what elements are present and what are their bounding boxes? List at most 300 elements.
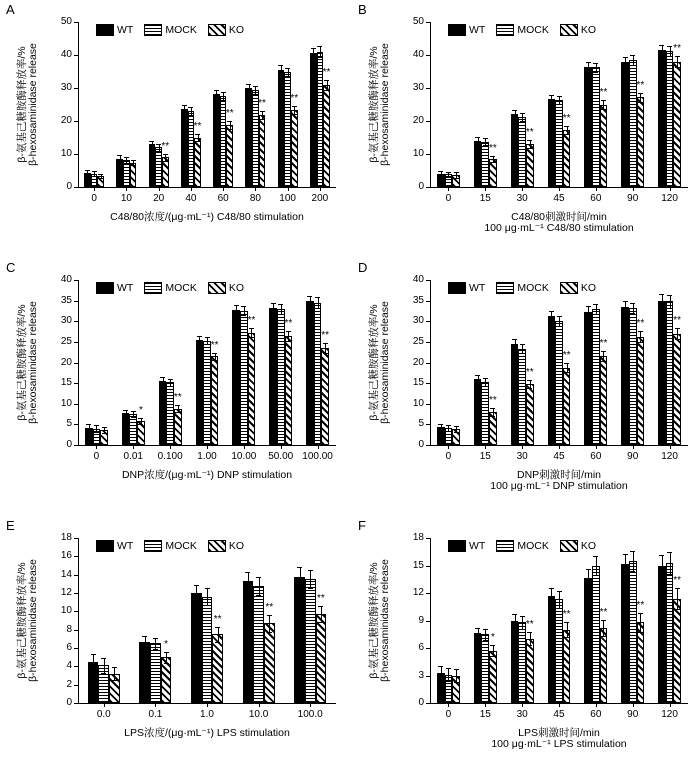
error-bar <box>230 121 231 129</box>
significance-marker: ** <box>599 606 608 618</box>
legend-label-ko: KO <box>228 540 244 552</box>
error-bar-cap <box>163 161 168 162</box>
bar-wt <box>621 564 629 703</box>
bar-wt <box>548 316 556 445</box>
error-bar <box>478 628 479 639</box>
bar-wt <box>278 70 285 187</box>
x-tick-label: 0.1 <box>148 709 163 720</box>
error-bar <box>198 134 199 141</box>
legend-item-mock <box>496 540 549 552</box>
error-bar-cap <box>557 96 562 97</box>
error-bar-cap <box>593 304 598 305</box>
bar-mock <box>666 51 674 187</box>
panel-letter: F <box>358 518 366 533</box>
significance-marker: ** <box>488 395 497 407</box>
y-tick-mark <box>426 55 430 56</box>
significance-marker: ** <box>673 314 682 326</box>
error-bar <box>640 613 641 631</box>
error-bar <box>559 96 560 104</box>
error-bar-cap <box>549 311 554 312</box>
x-tick-label: 45 <box>553 709 565 720</box>
legend-item-ko <box>560 24 596 36</box>
error-bar-cap <box>675 588 680 589</box>
bar-mock <box>314 303 322 445</box>
error-bar-cap <box>527 380 532 381</box>
error-bar-cap <box>454 432 459 433</box>
bar-wt <box>294 577 305 704</box>
y-tick-mark <box>74 593 78 594</box>
legend-item-wt <box>448 540 485 552</box>
error-bar-cap <box>454 178 459 179</box>
legend <box>448 282 603 294</box>
legend <box>448 540 603 552</box>
significance-marker: * <box>490 632 495 644</box>
error-bar-cap <box>86 431 91 432</box>
bar-ko <box>194 138 201 188</box>
error-bar <box>493 408 494 415</box>
error-bar <box>633 55 634 65</box>
error-bar <box>244 306 245 315</box>
bar-mock <box>518 622 526 703</box>
y-axis-label-en: β-hexosaminidase release <box>27 43 39 166</box>
error-bar-cap <box>253 86 258 87</box>
error-bar-cap <box>308 570 313 571</box>
error-bar-cap <box>194 601 199 602</box>
error-bar <box>262 111 263 119</box>
error-bar-cap <box>85 170 90 171</box>
x-tick-label: 0 <box>445 193 452 204</box>
x-tick-label: 45 <box>553 193 565 204</box>
error-bar-cap <box>483 378 488 379</box>
error-bar-cap <box>212 360 217 361</box>
x-axis-title-line2: 100 μg·mL⁻¹ DNP stimulation <box>490 480 628 492</box>
legend-item-wt <box>448 24 485 36</box>
x-tick-mark <box>207 445 208 449</box>
error-bar <box>166 652 167 663</box>
y-axis-label-en: β-hexosaminidase release <box>27 559 39 682</box>
error-bar-cap <box>512 614 517 615</box>
x-tick-label: 0 <box>445 709 452 720</box>
error-bar-cap <box>601 100 606 101</box>
x-tick-label: 30 <box>516 451 528 462</box>
y-tick-label: 15 <box>60 377 72 389</box>
error-bar-cap <box>438 431 443 432</box>
significance-marker: ** <box>210 339 219 351</box>
error-bar-cap <box>659 294 664 295</box>
error-bar-cap <box>188 115 193 116</box>
error-bar-cap <box>675 609 680 610</box>
error-bar-cap <box>195 134 200 135</box>
significance-marker: ** <box>673 575 682 587</box>
error-bar-cap <box>601 109 606 110</box>
y-tick-mark <box>426 648 430 649</box>
error-bar-cap <box>490 645 495 646</box>
error-bar-cap <box>520 353 525 354</box>
y-tick-label: 40 <box>60 274 72 285</box>
x-tick-label: 60 <box>590 193 602 204</box>
y-axis-label-en: β-hexosaminidase release <box>379 559 391 682</box>
error-bar <box>216 90 217 99</box>
error-bar <box>259 577 260 595</box>
y-tick-mark <box>74 611 78 612</box>
bar-wt <box>306 301 314 445</box>
y-tick-mark <box>74 383 78 384</box>
x-tick-mark <box>448 187 449 191</box>
error-bar-cap <box>315 297 320 298</box>
y-tick-mark <box>426 404 430 405</box>
y-tick-mark <box>426 321 430 322</box>
x-tick-label: 15 <box>479 709 491 720</box>
y-tick-label: 0 <box>66 439 72 450</box>
error-bar-cap <box>564 134 569 135</box>
bar-ko <box>323 85 330 187</box>
error-bar <box>441 666 442 679</box>
x-tick-label: 1.0 <box>200 709 214 720</box>
legend <box>96 282 251 294</box>
error-bar <box>320 46 321 57</box>
bar-ko <box>162 157 169 187</box>
legend-label-wt: WT <box>469 540 486 552</box>
y-tick-label: 0 <box>418 181 424 192</box>
y-tick-label: 8 <box>66 623 72 635</box>
bar-ko <box>673 599 681 704</box>
legend-item-wt <box>96 540 133 552</box>
error-bar-cap <box>623 312 628 313</box>
error-bar-cap <box>214 98 219 99</box>
y-tick-label: 30 <box>60 315 72 327</box>
error-bar-cap <box>221 92 226 93</box>
bar-ko <box>563 130 571 187</box>
y-tick-label: 0 <box>66 181 72 192</box>
error-bar-cap <box>638 342 643 343</box>
y-tick-label: 9 <box>418 614 424 626</box>
x-tick-mark <box>559 445 560 449</box>
error-bar-cap <box>324 80 329 81</box>
error-bar-cap <box>483 138 488 139</box>
bar-mock <box>203 341 211 445</box>
legend-swatch-ko <box>560 540 578 552</box>
error-bar-cap <box>623 301 628 302</box>
bar-ko <box>600 356 608 445</box>
bar-wt <box>122 413 130 445</box>
error-bar-cap <box>168 386 173 387</box>
x-tick-label: 120 <box>661 709 678 720</box>
y-tick-mark <box>426 445 430 446</box>
x-tick-label: 120 <box>661 451 678 462</box>
y-axis-label-cn: β-氨基己糖胺酶释放率/% <box>368 304 380 421</box>
error-bar-cap <box>142 636 147 637</box>
x-tick-label: 200 <box>311 193 329 204</box>
error-bar <box>236 305 237 314</box>
x-tick-label: 15 <box>479 451 491 462</box>
error-bar-cap <box>490 408 495 409</box>
y-tick-mark <box>426 88 430 89</box>
y-axis-label-en: β-hexosaminidase release <box>379 301 391 424</box>
x-tick-label: 60 <box>217 193 229 204</box>
error-bar-cap <box>659 555 664 556</box>
error-bar-cap <box>163 154 168 155</box>
error-bar-cap <box>292 106 297 107</box>
error-bar-cap <box>557 326 562 327</box>
error-bar <box>485 378 486 385</box>
legend-label-ko: KO <box>228 282 244 294</box>
error-bar-cap <box>446 668 451 669</box>
legend-item-ko <box>560 282 596 294</box>
error-bar-cap <box>278 314 283 315</box>
bar-wt <box>584 578 592 703</box>
x-tick-mark <box>223 187 224 191</box>
x-tick-mark <box>259 703 260 707</box>
error-bar-cap <box>249 328 254 329</box>
legend-label-mock: MOCK <box>517 282 549 294</box>
significance-marker: ** <box>322 66 331 78</box>
error-bar-cap <box>659 45 664 46</box>
error-bar <box>640 331 641 342</box>
significance-marker: ** <box>290 93 299 105</box>
error-bar-cap <box>549 588 554 589</box>
y-tick-label: 2 <box>66 678 72 690</box>
bar-ko <box>526 639 534 703</box>
error-bar-cap <box>601 636 606 637</box>
bar-ko <box>212 634 223 703</box>
error-bar-cap <box>101 673 106 674</box>
legend-swatch-wt <box>448 282 466 294</box>
y-tick-label: 5 <box>66 418 72 430</box>
error-bar <box>288 331 289 341</box>
x-tick-label: 10 <box>120 193 132 204</box>
x-tick-mark <box>633 187 634 191</box>
bar-ko <box>161 657 172 703</box>
y-tick-label: 25 <box>412 335 424 347</box>
legend-label-ko: KO <box>580 24 596 36</box>
error-bar <box>670 552 671 574</box>
error-bar-cap <box>593 63 598 64</box>
error-bar <box>640 93 641 102</box>
y-tick-mark <box>426 154 430 155</box>
error-bar-cap <box>601 361 606 362</box>
panel-a <box>0 0 350 255</box>
error-bar-cap <box>195 141 200 142</box>
error-bar-cap <box>512 339 517 340</box>
error-bar-cap <box>630 313 635 314</box>
error-bar <box>670 295 671 307</box>
error-bar-cap <box>520 344 525 345</box>
x-tick-mark <box>448 445 449 449</box>
x-tick-mark <box>522 187 523 191</box>
error-bar-cap <box>675 56 680 57</box>
error-bar-cap <box>667 295 672 296</box>
y-tick-mark <box>74 342 78 343</box>
bar-wt <box>196 340 204 445</box>
error-bar-cap <box>438 171 443 172</box>
y-tick-label: 3 <box>418 669 424 681</box>
error-bar-cap <box>286 341 291 342</box>
y-axis-label-cn: β-氨基己糖胺酶释放率/% <box>368 562 380 679</box>
error-bar-cap <box>318 606 323 607</box>
error-bar <box>515 339 516 348</box>
legend-item-ko <box>208 540 244 552</box>
legend <box>96 540 251 552</box>
error-bar <box>603 351 604 361</box>
error-bar-cap <box>586 569 591 570</box>
y-tick-label: 20 <box>412 115 424 126</box>
y-tick-label: 4 <box>66 660 72 672</box>
error-bar-cap <box>446 172 451 173</box>
x-tick-label: 100.00 <box>302 451 333 462</box>
error-bar-cap <box>123 416 128 417</box>
error-bar-cap <box>527 148 532 149</box>
y-tick-mark <box>74 55 78 56</box>
error-bar-cap <box>675 67 680 68</box>
error-bar-cap <box>124 163 129 164</box>
error-bar-cap <box>527 632 532 633</box>
significance-marker: ** <box>525 619 534 631</box>
legend-swatch-ko <box>208 282 226 294</box>
y-tick-label: 50 <box>60 16 72 27</box>
error-bar <box>530 632 531 645</box>
bar-wt <box>548 99 556 187</box>
x-tick-label: 10.0 <box>248 709 269 720</box>
error-bar <box>677 328 678 340</box>
y-tick-label: 0 <box>66 697 72 708</box>
x-tick-label: 0 <box>91 193 97 204</box>
x-tick-mark <box>522 703 523 707</box>
error-bar <box>313 48 314 58</box>
y-tick-label: 0 <box>418 439 424 450</box>
x-axis-title-line1: LPS浓度/(μg·mL⁻¹) LPS stimulation <box>124 727 290 739</box>
y-axis-label-en: β-hexosaminidase release <box>379 43 391 166</box>
error-bar <box>199 336 200 343</box>
x-tick-mark <box>522 445 523 449</box>
error-bar-cap <box>475 375 480 376</box>
error-bar <box>567 622 568 637</box>
error-bar-cap <box>175 405 180 406</box>
x-tick-label: 45 <box>553 451 565 462</box>
y-tick-mark <box>74 556 78 557</box>
error-bar-cap <box>454 669 459 670</box>
bar-wt <box>548 596 556 703</box>
bar-wt <box>245 88 252 187</box>
y-tick-mark <box>426 301 430 302</box>
x-tick-mark <box>670 445 671 449</box>
error-bar-cap <box>557 591 562 592</box>
y-tick-label: 25 <box>60 335 72 347</box>
error-bar-cap <box>245 572 250 573</box>
error-bar <box>596 63 597 72</box>
error-bar-cap <box>149 141 154 142</box>
panel-c <box>0 258 350 513</box>
error-bar-cap <box>215 642 220 643</box>
error-bar-cap <box>246 92 251 93</box>
error-bar-cap <box>212 353 217 354</box>
error-bar-cap <box>564 637 569 638</box>
error-bar-cap <box>438 679 443 680</box>
x-tick-mark <box>155 703 156 707</box>
error-bar-cap <box>246 84 251 85</box>
error-bar-cap <box>483 386 488 387</box>
error-bar-cap <box>512 627 517 628</box>
error-bar <box>530 380 531 388</box>
x-tick-mark <box>485 445 486 449</box>
bar-ko <box>526 144 534 187</box>
x-tick-mark <box>126 187 127 191</box>
y-tick-label: 40 <box>412 274 424 285</box>
legend-swatch-mock <box>496 540 514 552</box>
legend-item-ko <box>208 282 244 294</box>
y-axis-label-cn: β-氨基己糖胺酶释放率/% <box>16 304 28 421</box>
error-bar-cap <box>85 176 90 177</box>
x-tick-label: 30 <box>516 193 528 204</box>
y-axis-line <box>78 22 79 187</box>
x-axis-title-line1: DNP浓度/(μg·mL⁻¹) DNP stimulation <box>121 469 293 481</box>
error-bar-cap <box>297 586 302 587</box>
y-tick-mark <box>74 88 78 89</box>
error-bar-cap <box>286 331 291 332</box>
error-bar <box>567 126 568 134</box>
error-bar-cap <box>659 577 664 578</box>
y-tick-mark <box>74 321 78 322</box>
error-bar <box>522 113 523 121</box>
x-axis-title-line1: LPS刺激时间/min <box>518 727 600 739</box>
bar-ko <box>563 368 571 445</box>
error-bar <box>633 551 634 571</box>
error-bar <box>530 140 531 147</box>
error-bar-cap <box>123 410 128 411</box>
error-bar-cap <box>307 307 312 308</box>
error-bar-cap <box>549 321 554 322</box>
x-tick-mark <box>288 187 289 191</box>
error-bar-cap <box>549 103 554 104</box>
error-bar-cap <box>675 328 680 329</box>
error-bar-cap <box>307 296 312 297</box>
error-bar <box>321 606 322 623</box>
error-bar-cap <box>564 622 569 623</box>
bar-ko <box>673 334 681 445</box>
panel-letter: C <box>6 260 16 275</box>
bar-ko <box>174 409 182 445</box>
error-bar-cap <box>638 331 643 332</box>
error-bar <box>515 614 516 627</box>
error-bar <box>551 311 552 321</box>
error-bar-cap <box>520 121 525 122</box>
y-axis-line <box>430 280 431 445</box>
error-bar-cap <box>278 74 283 75</box>
bar-ko <box>489 412 497 445</box>
error-bar <box>559 316 560 326</box>
error-bar-cap <box>308 588 313 589</box>
bar-wt <box>658 50 666 187</box>
y-tick-label: 40 <box>60 49 72 60</box>
error-bar <box>218 627 219 642</box>
error-bar-cap <box>324 90 329 91</box>
x-tick-label: 60 <box>590 709 602 720</box>
error-bar-cap <box>86 424 91 425</box>
error-bar-cap <box>593 575 598 576</box>
error-bar-cap <box>91 654 96 655</box>
legend-swatch-ko <box>560 24 578 36</box>
error-bar-cap <box>131 160 136 161</box>
y-tick-mark <box>426 676 430 677</box>
error-bar <box>288 68 289 77</box>
y-tick-mark <box>74 666 78 667</box>
bar-mock <box>277 309 285 445</box>
error-bar-cap <box>557 316 562 317</box>
x-tick-label: 120 <box>661 193 678 204</box>
legend-item-ko <box>208 24 244 36</box>
error-bar-cap <box>245 590 250 591</box>
significance-marker: ** <box>599 87 608 99</box>
error-bar <box>249 84 250 92</box>
